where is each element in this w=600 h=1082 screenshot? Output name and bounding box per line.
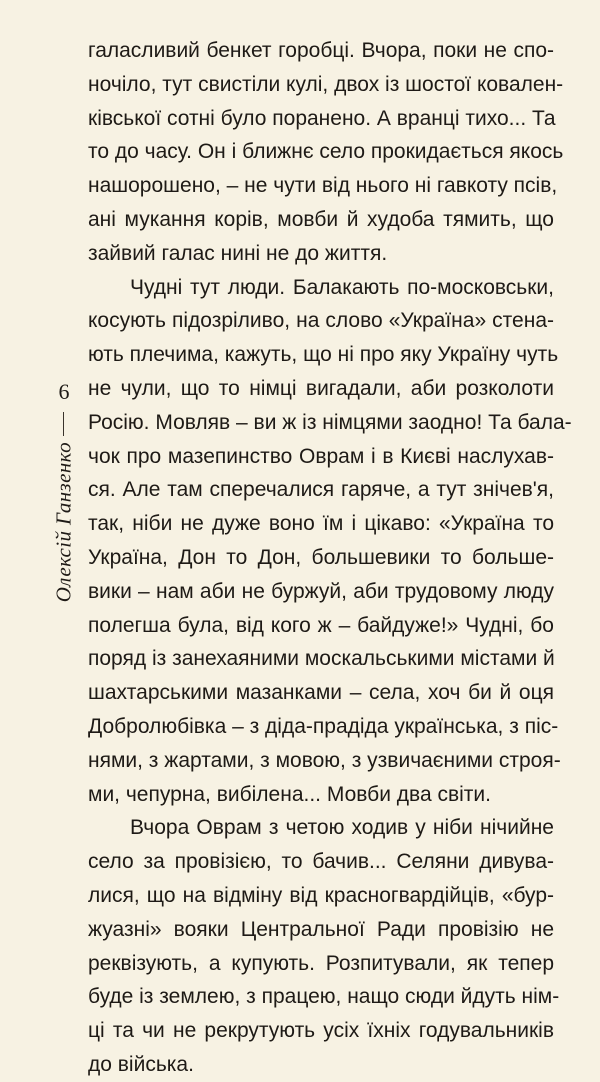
text-line: жуазні» вояки Центральної Ради провізію не	[88, 917, 554, 941]
paragraph-3	[88, 811, 560, 1081]
text-line: шахтарськими мазанками – села, хоч би й оця	[88, 681, 554, 705]
text-line: село за провізією, то бачив... Селяни дивува-	[88, 850, 554, 874]
text-line: косують підозріливо, на слово «Україна» стена-	[88, 309, 554, 333]
text-line: вики – нам аби не буржуй, аби трудовому люду	[88, 579, 554, 603]
text-line: ані мукання корів, мовби й худоба тямить, що	[88, 207, 554, 231]
author-name: Олексій Ганзенко	[51, 442, 76, 603]
text-line: зайвий галас нині не до життя.	[88, 241, 388, 265]
text-line: Росію. Мовляв – ви ж із німцями заодно! Та бала-	[88, 410, 572, 434]
text-line: чок про мазепинство Оврам і в Києві наслухав-	[88, 444, 554, 468]
paragraph-1	[88, 34, 564, 271]
text-line: Добролюбівка – з діда-прадіда українська, з піс-	[88, 714, 559, 738]
running-head	[44, 380, 84, 880]
text-line: до війська.	[88, 1052, 194, 1076]
text-line: ківської сотні було поранено. А вранці тихо... Та	[88, 106, 556, 130]
running-head-divider	[63, 412, 64, 436]
text-line: Україна, Дон то Дон, большевики то больше-	[88, 545, 554, 569]
text-line: ся. Але там сперечалися гаряче, а тут знічев'я,	[88, 478, 554, 502]
text-line: то до часу. Он і ближнє село прокидається якось	[88, 140, 564, 164]
text-line: не чули, що то німці вигадали, аби розколоти	[88, 376, 554, 400]
text-line: ночіло, тут свистіли кулі, двох із шостої ковален-	[88, 72, 564, 96]
text-line: галасливий бенкет горобці. Вчора, поки не спо-	[88, 39, 554, 62]
text-line: ми, чепурна, вибілена... Мовби два світи.	[88, 782, 491, 806]
text-line: реквізують, а купують. Розпитували, як тепер	[88, 951, 554, 975]
text-line: ють плечима, кажуть, що ні про яку Україну чуть	[88, 343, 559, 367]
text-line: нями, з жартами, з мовою, з узвичаєними строя-	[88, 748, 561, 772]
text-line: поряд із занехаяними москальськими містами й	[88, 647, 555, 671]
text-line: так, ніби не дуже воно їм і цікаво: «Україна то	[88, 512, 554, 536]
text-line: Чудні тут люди. Балакають по-московськи,	[130, 275, 554, 299]
text-line: Вчора Оврам з четою ходив у ніби нічийне	[130, 816, 554, 840]
text-line: буде із землею, з працею, нащо сюди йдуть нім-	[88, 985, 560, 1009]
paragraph-2	[88, 271, 572, 812]
body-text	[88, 34, 572, 1082]
text-line: нашорошено, – не чути від нього ні гавкоту псів,	[88, 174, 558, 198]
page-number: 6	[58, 379, 70, 404]
text-line: ці та чи не рекрутують усіх їхніх годувальників	[88, 1019, 554, 1043]
text-line: полегша була, від кого ж – байдуже!» Чудні, бо	[88, 613, 554, 637]
text-line: лися, що на відміну від красногвардійців, «бур-	[88, 883, 554, 907]
